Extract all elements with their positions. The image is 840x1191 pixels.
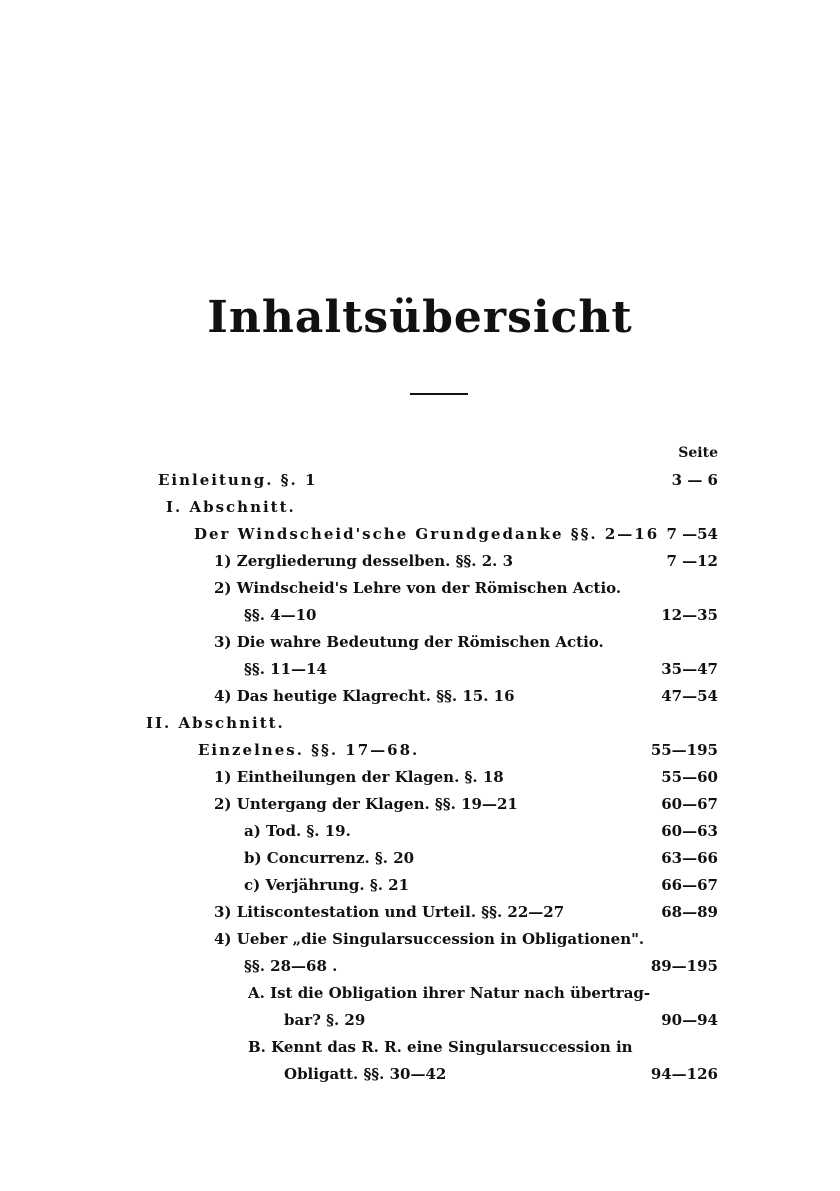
page-title: Inhaltsübersicht [207,292,633,343]
entry-text: §§. 28—68 . [244,957,338,975]
entry-page: 3 — 6 [671,471,718,489]
toc-entry [0,899,840,926]
entry-text: 3) Die wahre Bedeutung der Römischen Actio. [214,633,604,651]
toc-section-heading [0,710,840,737]
entry-page: 68—89 [661,903,718,921]
entry-page: 66—67 [661,876,718,894]
entry-page: 7 —54 [666,525,718,543]
entry-text: Der Windscheid'sche Grundgedanke §§. 2—16 [194,525,660,543]
entry-page: 12—35 [661,606,718,624]
entry-text: 4) Das heutige Klagrecht. §§. 15. 16 [214,687,515,705]
entry-page: 7 —12 [666,552,718,570]
toc-entry [0,1007,840,1034]
entry-text: a) Tod. §. 19. [244,822,351,840]
toc-entry [0,1061,840,1088]
entry-page: 90—94 [661,1011,718,1029]
toc-entry-einleitung [0,467,840,494]
toc-entry [0,926,840,953]
toc-entry [0,683,840,710]
entry-text: 1) Zergliederung desselben. §§. 2. 3 [214,552,514,570]
entry-page: 94—126 [650,1065,718,1083]
entry-page: 63—66 [661,849,718,867]
entry-page: 35—47 [661,660,718,678]
entry-page: 60—63 [661,822,718,840]
entry-text: A. Ist die Obligation ihrer Natur nach übertrag- [248,984,651,1002]
toc-section-heading [0,494,840,521]
toc-entry [0,980,840,1007]
toc-header [0,440,840,467]
toc-entry [0,602,840,629]
toc-entry [0,872,840,899]
entry-text: 2) Windscheid's Lehre von der Römischen Actio. [214,579,622,597]
entry-text: §§. 4—10 [244,606,317,624]
entry-text: c) Verjährung. §. 21 [244,876,410,894]
entry-page: 60—67 [661,795,718,813]
toc-entry [0,1034,840,1061]
entry-text: Obligatt. §§. 30—42 [284,1065,447,1083]
entry-page: 89—195 [650,957,718,975]
toc-entry [0,656,840,683]
toc-entry [0,737,840,764]
entry-text: 3) Litiscontestation und Urteil. §§. 22—27 [214,903,565,921]
entry-text: §§. 11—14 [244,660,327,678]
entry-text: II. Abschnitt. [146,714,285,732]
toc-entry [0,953,840,980]
entry-text: Einzelnes. §§. 17—68. [198,741,420,759]
toc-entry [0,629,840,656]
toc-entry [0,548,840,575]
title-rule [410,393,468,395]
toc-entry [0,845,840,872]
seite-label: Seite [678,445,718,461]
entry-text: 2) Untergang der Klagen. §§. 19—21 [214,795,518,813]
toc-entry [0,764,840,791]
toc-entry [0,791,840,818]
entry-page: 47—54 [661,687,718,705]
entry-text: Einleitung. §. 1 [158,471,318,489]
entry-page: 55—60 [661,768,718,786]
entry-text: B. Kennt das R. R. eine Singularsuccession in [248,1038,633,1056]
entry-text: 1) Eintheilungen der Klagen. §. 18 [214,768,504,786]
entry-page: 55—195 [650,741,718,759]
entry-text: bar? §. 29 [284,1011,366,1029]
entry-text: b) Concurrenz. §. 20 [244,849,415,867]
toc-entry [0,575,840,602]
toc-entry [0,818,840,845]
toc-entry [0,521,840,548]
entry-text: 4) Ueber „die Singularsuccession in Obligationen". [214,930,645,948]
entry-text: I. Abschnitt. [166,498,296,516]
